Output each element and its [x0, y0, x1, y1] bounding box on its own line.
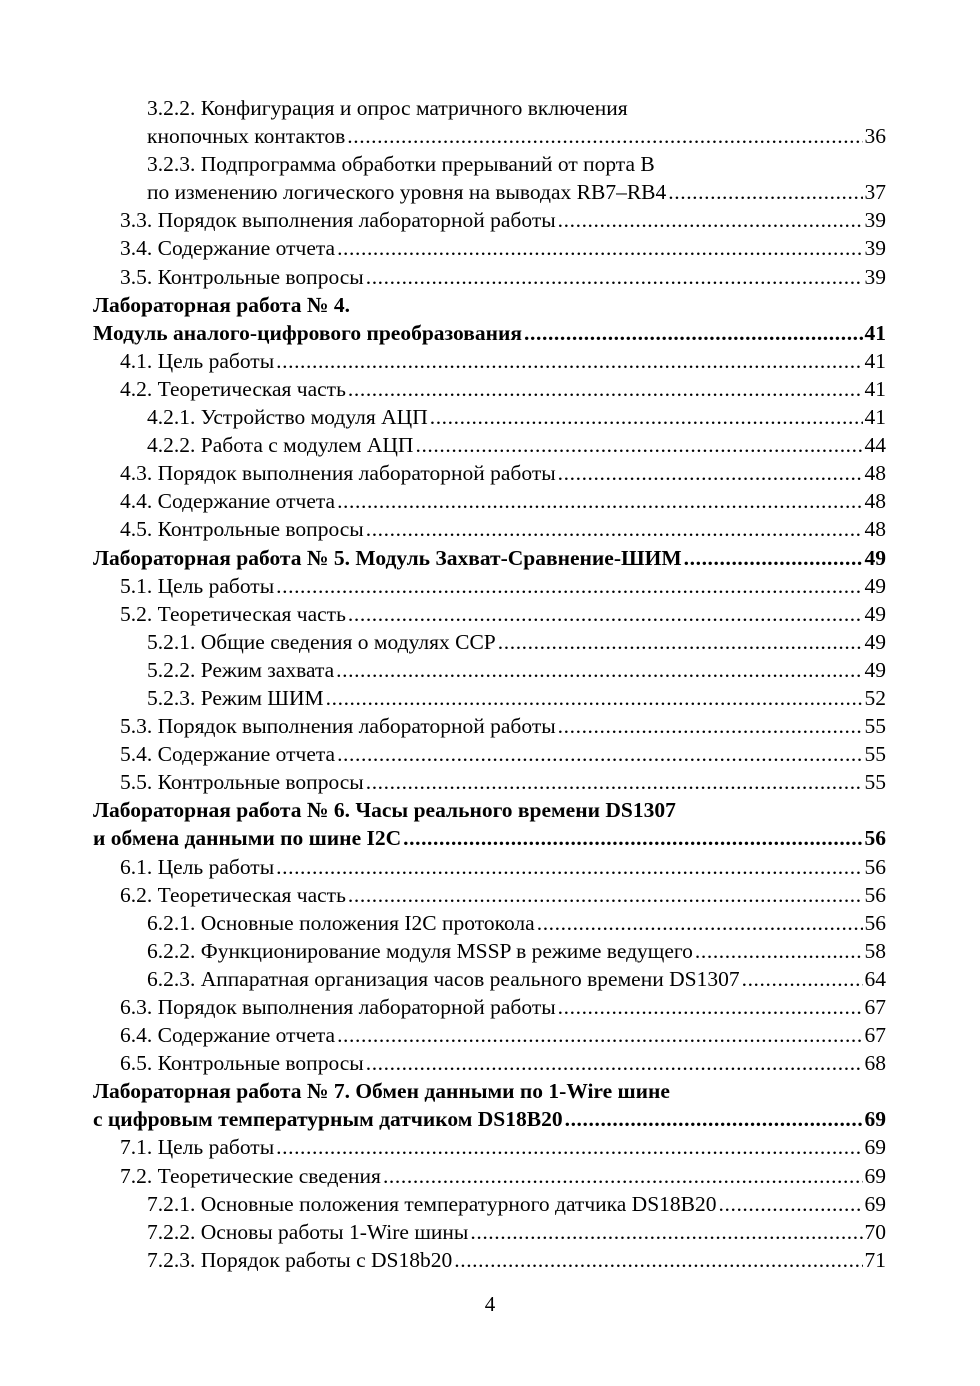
- toc-entry: [93, 1077, 886, 1105]
- dot-leader: [558, 206, 863, 234]
- toc-entry-title: 3.4. Содержание отчета: [120, 236, 336, 261]
- dot-leader: [348, 881, 863, 909]
- toc-entry: [93, 600, 886, 628]
- toc-entry-page: 71: [864, 1247, 886, 1272]
- toc-entry-page: 69: [864, 1107, 886, 1132]
- toc-entry: [93, 1049, 886, 1077]
- toc-entry-title: 5.2.3. Режим ШИМ: [147, 685, 324, 710]
- toc-entry-page: 52: [864, 685, 886, 710]
- dot-leader: [348, 600, 863, 628]
- toc-entry-title: 5.2.1. Общие сведения о модулях ССР: [147, 629, 496, 654]
- dot-leader: [347, 122, 862, 150]
- toc-entry: [93, 347, 886, 375]
- toc-entry-page: 64: [864, 966, 886, 991]
- toc-entry: [93, 515, 886, 543]
- toc-entry: [93, 487, 886, 515]
- toc-entry-page: 44: [864, 433, 886, 458]
- toc-entry: [93, 319, 886, 347]
- toc-entry-title: по изменению логического уровня на выводах RB7–RB4: [147, 180, 667, 205]
- dot-leader: [470, 1218, 862, 1246]
- toc-entry-title: 7.2.3. Порядок работы с DS18b20: [147, 1247, 453, 1272]
- toc-entry-title: и обмена данными по шине I2C: [93, 826, 402, 851]
- toc-entry-page: 69: [864, 1135, 886, 1160]
- toc-entry-page: 56: [864, 882, 886, 907]
- toc-entry-title: 6.2.3. Аппаратная организация часов реального времени DS1307: [147, 966, 740, 991]
- dot-leader: [383, 1162, 863, 1190]
- dot-leader: [276, 853, 862, 881]
- dot-leader: [742, 965, 863, 993]
- toc-entry: [93, 1190, 886, 1218]
- dot-leader: [276, 1133, 862, 1161]
- toc-entry: [93, 544, 886, 572]
- toc-entry-title: 3.2.3. Подпрограмма обработки прерываний от порта B: [147, 152, 655, 177]
- toc-entry-page: 67: [864, 995, 886, 1019]
- toc-entry-page: 37: [864, 180, 886, 205]
- toc-entry: [93, 1133, 886, 1161]
- toc-entry-title: 4.2. Теоретическая часть: [120, 376, 346, 401]
- dot-leader: [719, 1190, 863, 1218]
- toc-entry: [93, 375, 886, 403]
- toc-entry-page: 41: [864, 376, 886, 401]
- toc-entry-page: 49: [864, 573, 886, 598]
- toc-entry-title: Модуль аналого-цифрового преобразования: [93, 320, 523, 345]
- toc-entry: [93, 993, 886, 1021]
- toc-entry-title: 5.2.2. Режим захвата: [147, 657, 335, 682]
- toc-entry: [93, 431, 886, 459]
- dot-leader: [695, 937, 863, 965]
- toc-entry-page: 41: [864, 405, 886, 430]
- toc-entry-page: 56: [864, 826, 886, 851]
- toc-entry-title: 7.2.2. Основы работы 1-Wire шины: [147, 1219, 469, 1244]
- toc-entry-page: 49: [864, 545, 886, 570]
- toc-entry-title: 4.2.1. Устройство модуля АЦП: [147, 405, 428, 430]
- toc-entry-title: 3.5. Контрольные вопросы: [120, 264, 364, 289]
- toc-entry-page: 48: [864, 461, 886, 486]
- dot-leader: [558, 459, 863, 487]
- dot-leader: [326, 684, 863, 712]
- toc-entry-title: 6.1. Цель работы: [120, 854, 275, 879]
- toc-entry-page: 49: [864, 657, 886, 682]
- toc-entry-page: 48: [864, 489, 886, 514]
- dot-leader: [348, 375, 863, 403]
- toc-entry-title: Лабораторная работа № 7. Обмен данными по 1-Wire шине: [93, 1079, 670, 1104]
- toc-entry: [93, 1162, 886, 1190]
- toc-entry: [93, 572, 886, 600]
- toc-entry: [93, 206, 886, 234]
- toc-entry: [93, 94, 886, 122]
- toc-entry: [93, 178, 886, 206]
- toc-entry: [93, 1105, 886, 1133]
- toc-entry: [93, 965, 886, 993]
- dot-leader: [524, 319, 862, 347]
- dot-leader: [454, 1246, 862, 1274]
- dot-leader: [337, 487, 862, 515]
- table-of-contents: [93, 94, 886, 1274]
- toc-entry-title: 5.5. Контрольные вопросы: [120, 770, 364, 795]
- toc-entry-title: 4.4. Содержание отчета: [120, 489, 336, 514]
- toc-entry-page: 41: [864, 320, 886, 345]
- toc-entry: [93, 263, 886, 291]
- toc-entry-page: 67: [864, 1023, 886, 1048]
- toc-entry-page: 39: [864, 208, 886, 233]
- toc-entry-title: 6.2.2. Функционирование модуля MSSP в режиме ведущего: [147, 938, 693, 963]
- toc-entry-page: 58: [864, 938, 886, 963]
- dot-leader: [430, 403, 863, 431]
- toc-entry: [93, 937, 886, 965]
- dot-leader: [337, 234, 862, 262]
- toc-entry-title: с цифровым температурным датчиком DS18B20: [93, 1107, 563, 1132]
- dot-leader: [366, 1049, 863, 1077]
- toc-entry: [93, 122, 886, 150]
- toc-entry-title: 5.1. Цель работы: [120, 573, 275, 598]
- toc-entry: [93, 740, 886, 768]
- toc-entry-title: 5.4. Содержание отчета: [120, 742, 336, 767]
- toc-entry: [93, 150, 886, 178]
- dot-leader: [337, 740, 862, 768]
- dot-leader: [558, 993, 863, 1021]
- toc-entry-title: 5.3. Порядок выполнения лабораторной работы: [120, 714, 556, 739]
- toc-entry: [93, 459, 886, 487]
- toc-entry-page: 56: [864, 854, 886, 879]
- toc-entry: [93, 796, 886, 824]
- dot-leader: [498, 628, 863, 656]
- toc-entry-page: 55: [864, 742, 886, 767]
- toc-entry-title: Лабораторная работа № 6. Часы реального времени DS1307: [93, 798, 676, 823]
- dot-leader: [276, 347, 862, 375]
- dot-leader: [668, 178, 862, 206]
- toc-entry: [93, 768, 886, 796]
- toc-entry-page: 49: [864, 629, 886, 654]
- toc-entry-page: 69: [864, 1191, 886, 1216]
- toc-entry-page: 36: [864, 124, 886, 149]
- toc-entry-title: Лабораторная работа № 4.: [93, 292, 350, 317]
- toc-entry-page: 39: [864, 236, 886, 261]
- toc-entry-title: 4.5. Контрольные вопросы: [120, 517, 364, 542]
- toc-entry-title: кнопочных контактов: [147, 124, 346, 149]
- dot-leader: [684, 544, 863, 572]
- toc-entry-page: 49: [864, 601, 886, 626]
- toc-entry: [93, 403, 886, 431]
- dot-leader: [366, 263, 863, 291]
- toc-entry: [93, 712, 886, 740]
- toc-entry: [93, 824, 886, 852]
- toc-entry-page: 55: [864, 770, 886, 795]
- toc-entry-title: 7.2. Теоретические сведения: [120, 1163, 381, 1188]
- toc-entry-page: 39: [864, 264, 886, 289]
- dot-leader: [558, 712, 863, 740]
- toc-entry-title: 7.2.1. Основные положения температурного датчика DS18B20: [147, 1191, 717, 1216]
- dot-leader: [337, 1021, 862, 1049]
- toc-entry-page: 68: [864, 1051, 886, 1076]
- toc-entry-title: 3.2.2. Конфигурация и опрос матричного включения: [147, 96, 628, 120]
- toc-entry: [93, 656, 886, 684]
- dot-leader: [336, 656, 862, 684]
- toc-entry-title: 3.3. Порядок выполнения лабораторной работы: [120, 208, 556, 233]
- toc-entry: [93, 1218, 886, 1246]
- toc-entry-title: 4.3. Порядок выполнения лабораторной работы: [120, 461, 556, 486]
- toc-entry: [93, 684, 886, 712]
- page-number: 4: [484, 1292, 496, 1316]
- toc-entry-title: Лабораторная работа № 5. Модуль Захват-Сравнение-ШИМ: [93, 545, 682, 570]
- toc-entry: [93, 291, 886, 319]
- dot-leader: [415, 431, 862, 459]
- toc-entry-title: 7.1. Цель работы: [120, 1135, 275, 1160]
- toc-entry: [93, 881, 886, 909]
- dot-leader: [366, 515, 863, 543]
- toc-entry-title: 6.4. Содержание отчета: [120, 1023, 336, 1048]
- toc-entry-page: 56: [864, 910, 886, 935]
- toc-entry-title: 6.3. Порядок выполнения лабораторной работы: [120, 995, 556, 1019]
- toc-entry-page: 41: [864, 348, 886, 373]
- toc-entry-title: 4.2.2. Работа с модулем АЦП: [147, 433, 414, 458]
- toc-entry: [93, 234, 886, 262]
- toc-entry-page: 48: [864, 517, 886, 542]
- toc-entry-title: 6.5. Контрольные вопросы: [120, 1051, 364, 1076]
- dot-leader: [276, 572, 862, 600]
- toc-entry: [93, 853, 886, 881]
- toc-entry-page: 70: [864, 1219, 886, 1244]
- toc-entry: [93, 628, 886, 656]
- toc-entry-page: 55: [864, 714, 886, 739]
- toc-entry-page: 69: [864, 1163, 886, 1188]
- toc-entry: [93, 1021, 886, 1049]
- dot-leader: [403, 824, 862, 852]
- toc-entry-title: 6.2. Теоретическая часть: [120, 882, 346, 907]
- dot-leader: [537, 909, 863, 937]
- toc-entry-title: 6.2.1. Основные положения I2C протокола: [147, 910, 535, 935]
- toc-entry-title: 4.1. Цель работы: [120, 348, 275, 373]
- dot-leader: [366, 768, 863, 796]
- toc-entry: [93, 1246, 886, 1274]
- dot-leader: [565, 1105, 863, 1133]
- toc-entry-title: 5.2. Теоретическая часть: [120, 601, 346, 626]
- toc-entry: [93, 909, 886, 937]
